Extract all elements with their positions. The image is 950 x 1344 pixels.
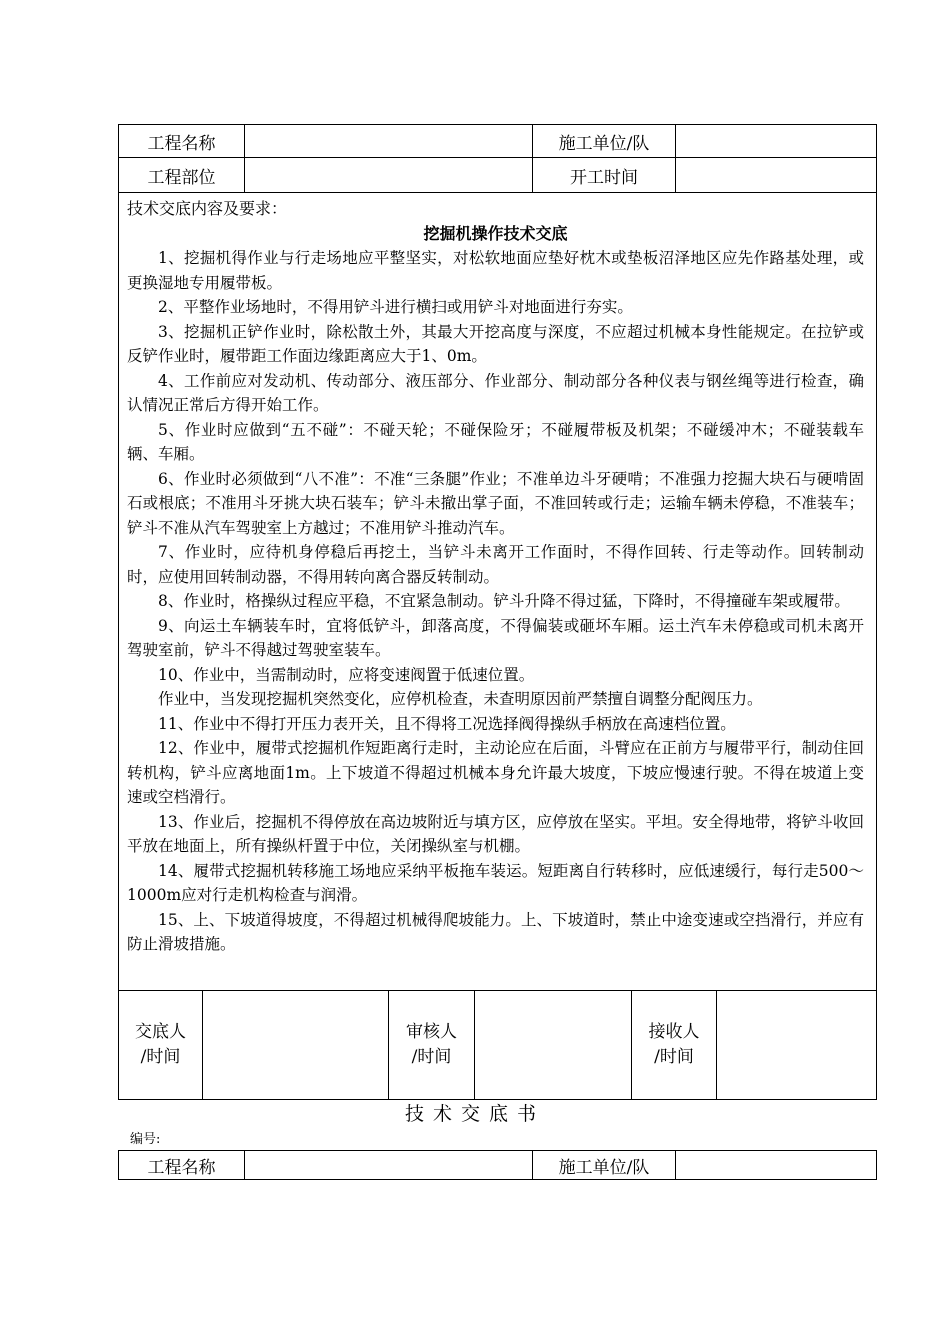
content-paragraph: 7、作业时，应待机身停稳后再挖土，当铲斗未离开工作面时，不得作回转、行走等动作。回转制动时，应使用回转制动器，不得用转向离合器反转制动。	[127, 543, 864, 586]
content-paragraph: 作业中，当发现挖掘机突然变化，应停机检查，未查明原因前严禁擅自调整分配阀压力。	[158, 690, 763, 708]
contractor-value[interactable]	[676, 125, 876, 157]
next-project-name-label: 工程名称	[147, 1157, 216, 1178]
reviewer-label	[389, 991, 474, 1099]
table-border-right	[876, 124, 877, 1100]
receiver-label-line1: 接收人	[648, 1022, 700, 1042]
contractor-label: 施工单位/队	[558, 133, 650, 154]
table-border-right	[876, 1150, 877, 1180]
reviewer-label-line2: /时间	[411, 1047, 452, 1067]
project-name-label: 工程名称	[147, 133, 216, 154]
content-paragraph: 9、向运土车辆装车时，宜将低铲斗，卸落高度，不得偏装或砸坏车厢。运土汽车未停稳或司机未离开驾驶室前，铲斗不得越过驾驶室装车。	[127, 616, 864, 659]
discloser-label-line2: /时间	[140, 1047, 181, 1067]
table-border-bottom	[118, 1179, 877, 1180]
reviewer-label-line1: 审核人	[406, 1022, 457, 1042]
content-title: 挖掘机操作技术交底	[423, 223, 568, 243]
start-time-value[interactable]	[676, 158, 876, 192]
project-part-label: 工程部位	[147, 167, 216, 188]
next-project-name-value[interactable]	[245, 1151, 532, 1179]
disclosure-content	[127, 197, 864, 957]
table-row-divider	[118, 192, 877, 193]
content-paragraph: 2、平整作业场地时，不得用铲斗进行横扫或用铲斗对地面进行夯实。	[158, 298, 633, 316]
content-paragraph: 8、作业时，格操纵过程应平稳，不宜紧急制动。铲斗升降不得过猛，下降时，不得撞碰车架或履带。	[158, 592, 850, 610]
next-page-title: 技术交底书	[404, 1103, 545, 1125]
content-paragraph: 4、工作前应对发动机、传动部分、液压部分、作业部分、制动部分各种仪表与钢丝绳等进行检查，确认情况正常后方得开始工作。	[127, 371, 864, 414]
discloser-label-line1: 交底人	[135, 1022, 186, 1042]
discloser-label	[119, 991, 202, 1099]
next-contractor-value[interactable]	[676, 1151, 876, 1179]
content-intro: 技术交底内容及要求：	[127, 199, 288, 218]
content-paragraph: 12、作业中，履带式挖掘机作短距离行走时，主动论应在后面，斗臂应在正前方与履带平行，制动住回转机构，铲斗应离地面1m。上下坡道不得超过机械本身允许最大坡度，下坡应慢速行驶。不得在坡道上变速或空档滑行。	[127, 739, 864, 806]
content-paragraph: 1、挖掘机得作业与行走场地应平整坚实，对松软地面应垫好枕木或垫板沼泽地区应先作路基处理，或更换湿地专用履带板。	[127, 249, 864, 292]
start-time-label: 开工时间	[570, 167, 638, 188]
reviewer-sign-field[interactable]	[475, 991, 631, 1099]
next-contractor-label: 施工单位/队	[558, 1157, 650, 1178]
table-border-left	[118, 124, 119, 1100]
content-paragraph: 11、作业中不得打开压力表开关，且不得将工况选择阀得操纵手柄放在高速档位置。	[158, 714, 736, 733]
content-paragraph: 3、挖掘机正铲作业时，除松散土外，其最大开挖高度与深度，不应超过机械本身性能规定。在拉铲或反铲作业时，履带距工作面边缘距离应大于1、0m。	[127, 322, 864, 365]
content-paragraph: 5、作业时应做到“五不碰”：不碰天轮；不碰保险牙；不碰履带板及机架；不碰缓冲木；不碰装载车辆、车厢。	[127, 420, 864, 463]
content-paragraph: 13、作业后，挖掘机不得停放在高边坡附近与填方区，应停放在坚实。平坦。安全得地带，将铲斗收回平放在地面上，所有操纵杆置于中位，关闭操纵室与机棚。	[127, 812, 864, 855]
document-number-label: 编号:	[130, 1132, 161, 1147]
discloser-sign-field[interactable]	[203, 991, 388, 1099]
receiver-label	[632, 991, 716, 1099]
content-paragraph: 10、作业中，当需制动时，应将变速阀置于低速位置。	[158, 665, 535, 684]
receiver-sign-field[interactable]	[717, 991, 876, 1099]
content-paragraph: 15、上、下坡道得坡度，不得超过机械得爬坡能力。上、下坡道时，禁止中途变速或空挡滑行，并应有防止滑坡措施。	[127, 910, 864, 953]
content-paragraph: 14、履带式挖掘机转移施工场地应采纳平板拖车装运。短距离自行转移时，应低速缓行，每行走500～1000m应对行走机构检查与润滑。	[127, 861, 864, 904]
receiver-label-line2: /时间	[654, 1047, 694, 1067]
project-name-value[interactable]	[245, 125, 532, 157]
project-part-value[interactable]	[245, 158, 532, 192]
content-paragraph: 6、作业时必须做到“八不准”：不准“三条腿”作业；不准单边斗牙硬啃；不准强力挖掘大块石与硬啃固石或根底；不准用斗牙挑大块石装车；铲斗未撤出掌子面，不准回转或行走；运输车辆未停稳，不准装车；铲斗不准从汽车驾驶室上方越过；不准用铲斗推动汽车。	[127, 469, 864, 537]
